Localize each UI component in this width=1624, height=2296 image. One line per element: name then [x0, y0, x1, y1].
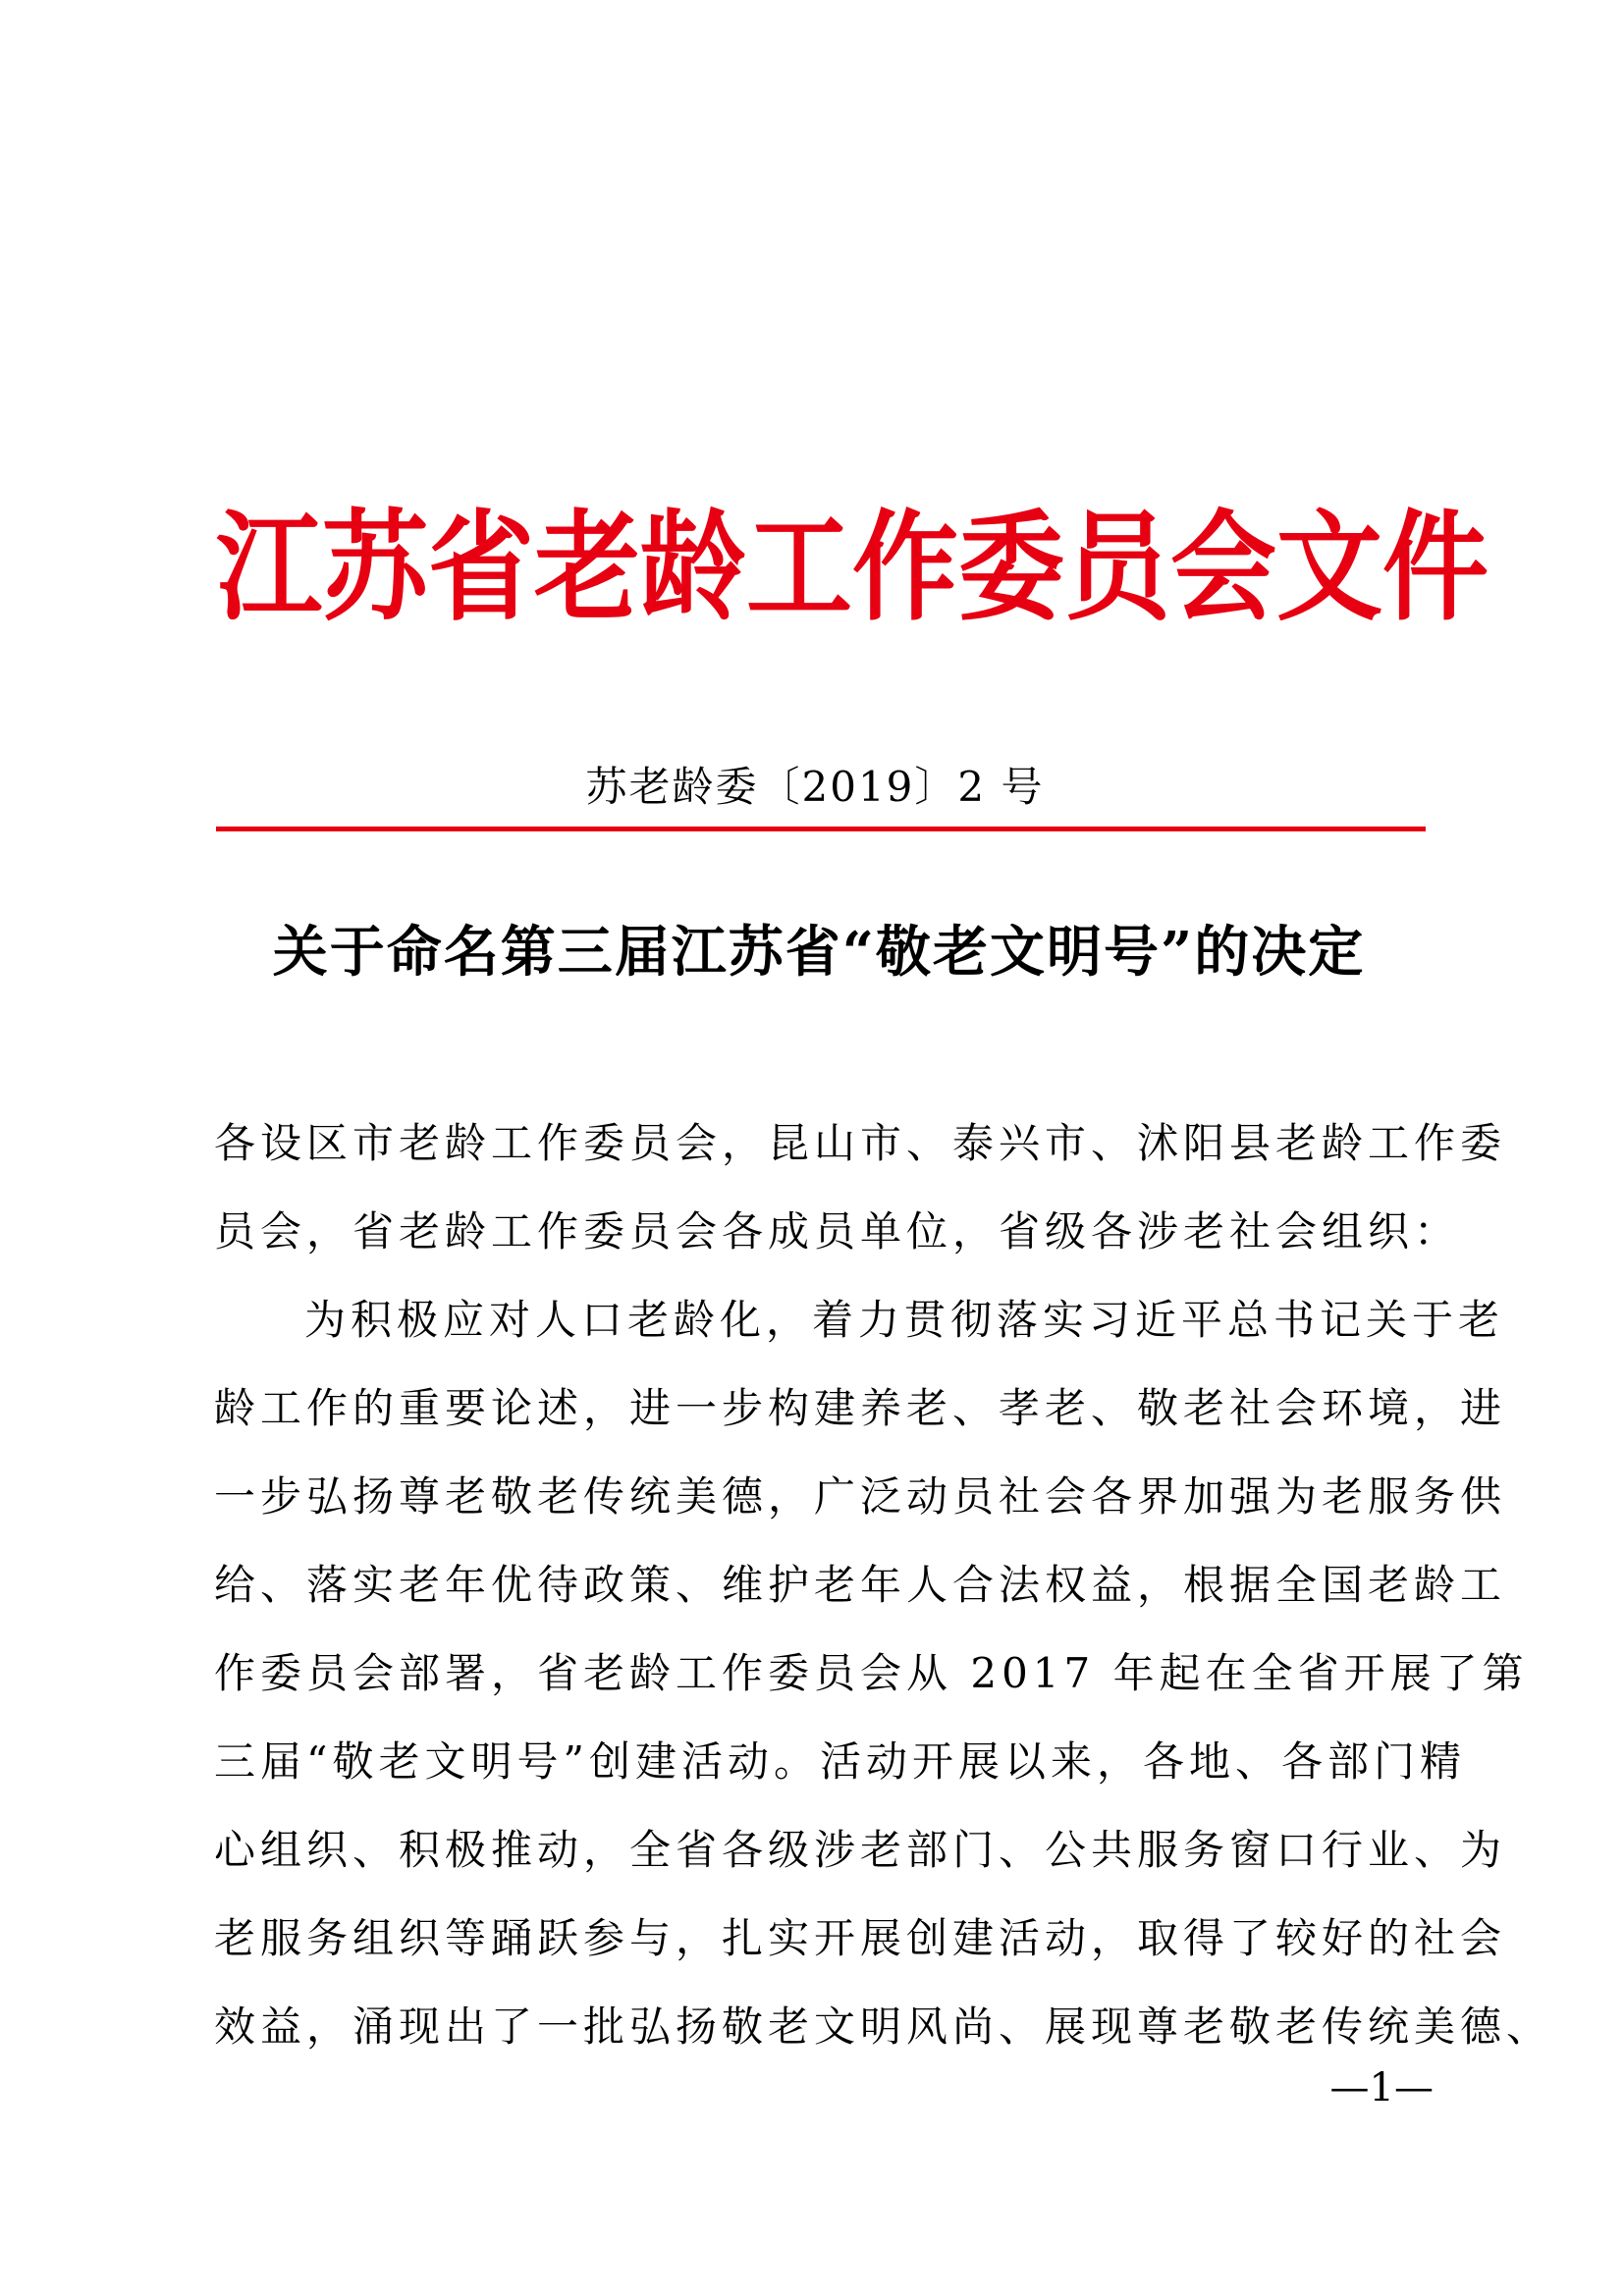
- masthead-title: 江苏省老龄工作委员会文件: [216, 498, 1489, 637]
- body-line: 心组织、积极推动，全省各级涉老部门、公共服务窗口行业、为: [214, 1826, 1507, 1874]
- body-line: 为积极应对人口老龄化，着力贯彻落实习近平总书记关于老: [304, 1296, 1505, 1344]
- body-line: 效益，涌现出了一批弘扬敬老文明风尚、展现尊老敬老传统美德、: [214, 2002, 1553, 2051]
- body-line: 龄工作的重要论述，进一步构建养老、孝老、敬老社会环境，进: [214, 1384, 1507, 1432]
- body-line: 作委员会部署，省老龄工作委员会从 2017 年起在全省开展了第: [214, 1649, 1529, 1697]
- document-title: 关于命名第三届江苏省“敬老文明号”的决定: [272, 920, 1366, 985]
- body-line: 给、落实老年优待政策、维护老年人合法权益，根据全国老龄工: [214, 1561, 1507, 1609]
- document-number: 苏老龄委〔2019〕2 号: [585, 763, 1045, 811]
- body-line: 一步弘扬尊老敬老传统美德，广泛动员社会各界加强为老服务供: [214, 1472, 1507, 1521]
- body-line: 三届“敬老文明号”创建活动。活动开展以来，各地、各部门精: [214, 1737, 1466, 1786]
- body-text: [214, 1099, 1553, 2071]
- red-separator-line: [216, 827, 1426, 831]
- page-number: —1—: [1329, 2065, 1434, 2110]
- body-line: 老服务组织等踊跃参与，扎实开展创建活动，取得了较好的社会: [214, 1914, 1507, 1962]
- body-line: 各设区市老龄工作委员会，昆山市、泰兴市、沭阳县老龄工作委: [214, 1119, 1507, 1167]
- body-line: 员会，省老龄工作委员会各成员单位，省级各涉老社会组织：: [214, 1207, 1461, 1255]
